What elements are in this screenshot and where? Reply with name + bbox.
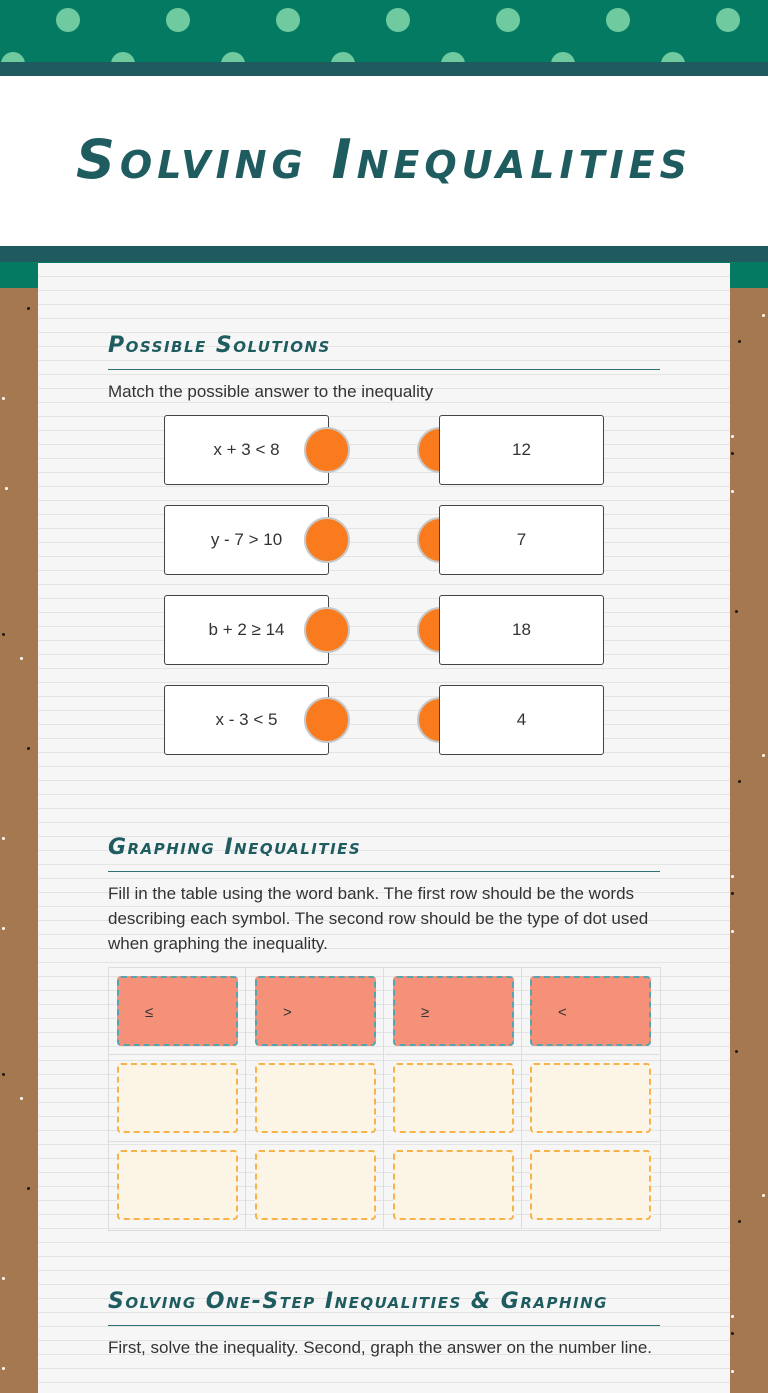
speck	[762, 754, 765, 757]
header-polka-dot-band	[0, 0, 768, 62]
speck	[27, 1187, 30, 1190]
graphing-instructions: Fill in the table using the word bank. The first row should be the words describing each symbol. The second row should be the type of dot used when graphing the inequality.	[108, 884, 649, 953]
speck	[20, 657, 23, 660]
drop-zone-word[interactable]	[255, 1063, 376, 1133]
polka-dot	[221, 52, 245, 62]
speck	[738, 340, 741, 343]
word-bank-table	[108, 967, 661, 1231]
worksheet-paper	[38, 263, 730, 1393]
header-stripe	[0, 246, 768, 262]
match-left-item[interactable]: x - 3 < 5	[164, 685, 329, 755]
speck	[2, 1073, 5, 1076]
polka-dot	[661, 52, 685, 62]
speck	[2, 1277, 5, 1280]
drop-zone-dot-type[interactable]	[255, 1150, 376, 1220]
speck	[735, 1050, 738, 1053]
section-divider	[108, 1325, 660, 1326]
speck	[731, 875, 734, 878]
match-left-connector[interactable]	[304, 607, 350, 653]
possible-solutions-instructions: Match the possible answer to the inequality	[108, 382, 434, 401]
speck	[2, 633, 5, 636]
match-right-item[interactable]: 18	[439, 595, 604, 665]
page-title: Solving Inequalities	[76, 128, 692, 191]
table-cell	[522, 968, 659, 1055]
speck	[2, 397, 5, 400]
speck	[27, 307, 30, 310]
speck	[5, 487, 8, 490]
speck	[731, 435, 734, 438]
drop-zone-word[interactable]	[393, 1063, 514, 1133]
drop-zone-word[interactable]	[530, 1063, 651, 1133]
polka-dot	[386, 8, 410, 32]
header-stripe	[0, 62, 768, 76]
table-cell	[247, 1055, 384, 1142]
polka-dot	[606, 8, 630, 32]
section-divider	[108, 369, 660, 370]
match-left-item[interactable]: x + 3 < 8	[164, 415, 329, 485]
speck	[762, 1194, 765, 1197]
speck	[731, 1332, 734, 1335]
one-step-instructions: First, solve the inequality. Second, graph the answer on the number line.	[108, 1338, 652, 1357]
speck	[731, 452, 734, 455]
speck	[2, 837, 5, 840]
table-cell	[385, 1142, 522, 1229]
speck	[738, 1220, 741, 1223]
match-left-connector[interactable]	[304, 427, 350, 473]
match-left-item[interactable]: y - 7 > 10	[164, 505, 329, 575]
polka-dot	[56, 8, 80, 32]
symbol-tile[interactable]: >	[255, 976, 376, 1046]
drop-zone-word[interactable]	[117, 1063, 238, 1133]
speck	[2, 927, 5, 930]
speck	[731, 930, 734, 933]
polka-dot	[1, 52, 25, 62]
polka-dot	[166, 8, 190, 32]
one-step-inequalities-heading: Solving One-Step Inequalities & Graphing	[108, 1289, 608, 1314]
speck	[731, 1370, 734, 1373]
section-divider	[108, 871, 660, 872]
table-cell	[385, 968, 522, 1055]
drop-zone-dot-type[interactable]	[117, 1150, 238, 1220]
polka-dot	[111, 52, 135, 62]
table-cell	[522, 1142, 659, 1229]
symbol-tile[interactable]: <	[530, 976, 651, 1046]
polka-dot	[276, 8, 300, 32]
match-right-item[interactable]: 12	[439, 415, 604, 485]
polka-dot	[496, 8, 520, 32]
polka-dot	[331, 52, 355, 62]
drop-zone-dot-type[interactable]	[393, 1150, 514, 1220]
speck	[762, 314, 765, 317]
speck	[27, 747, 30, 750]
drop-zone-dot-type[interactable]	[530, 1150, 651, 1220]
symbol-tile[interactable]: ≥	[393, 976, 514, 1046]
speck	[731, 892, 734, 895]
speck	[735, 610, 738, 613]
speck	[731, 490, 734, 493]
possible-solutions-heading: Possible Solutions	[108, 333, 331, 358]
polka-dot	[441, 52, 465, 62]
table-cell	[247, 1142, 384, 1229]
table-cell	[109, 1142, 246, 1229]
speck	[731, 1315, 734, 1318]
polka-dot	[551, 52, 575, 62]
polka-dot	[716, 8, 740, 32]
symbol-tile[interactable]: ≤	[117, 976, 238, 1046]
speck	[20, 1097, 23, 1100]
table-cell	[247, 968, 384, 1055]
table-cell	[109, 1055, 246, 1142]
graphing-inequalities-heading: Graphing Inequalities	[108, 835, 362, 860]
table-cell	[522, 1055, 659, 1142]
speck	[738, 780, 741, 783]
match-right-item[interactable]: 7	[439, 505, 604, 575]
match-right-item[interactable]: 4	[439, 685, 604, 755]
match-left-item[interactable]: b + 2 ≥ 14	[164, 595, 329, 665]
table-cell	[385, 1055, 522, 1142]
match-left-connector[interactable]	[304, 697, 350, 743]
match-left-connector[interactable]	[304, 517, 350, 563]
speck	[2, 1367, 5, 1370]
table-cell	[109, 968, 246, 1055]
